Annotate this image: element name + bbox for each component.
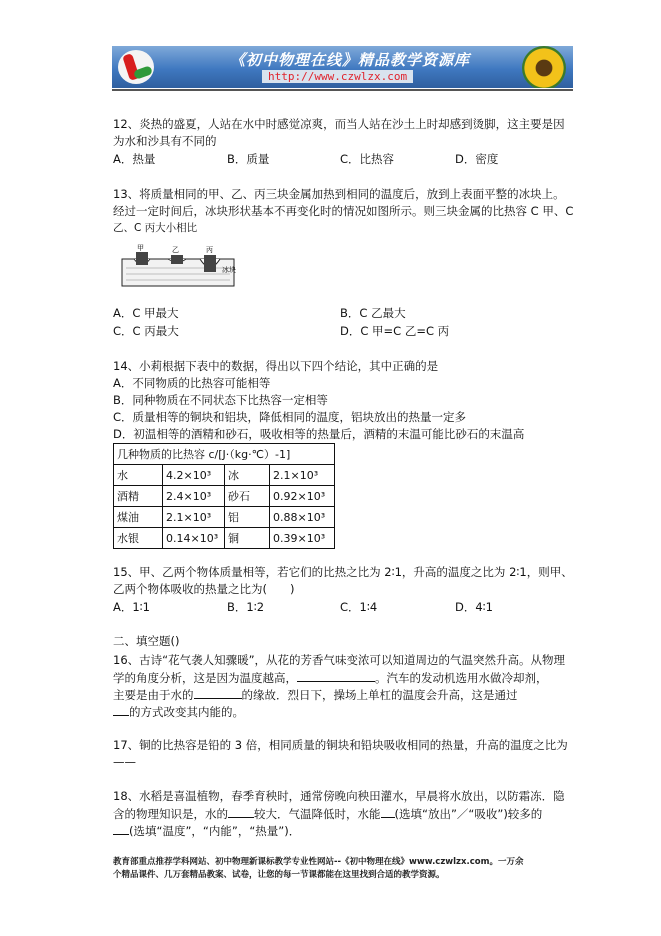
q16-blank-1[interactable] [297,670,375,682]
q15-stem-line1: 15、甲、乙两个物体质量相等，若它们的比热之比为 2∶1，升高的温度之比为 2∶1，则甲、 [113,565,573,579]
q12-stem-line2: 为水和沙具有不同的 [113,134,217,148]
table-header-row [114,444,335,465]
label-bing: 丙 [206,246,213,254]
header-divider [112,89,573,91]
q16-line3-text-b: 的缘故．烈日下，操场上单杠的温度会升高，这是通过 [241,688,518,702]
table-cell: 水银 [114,528,163,549]
q15-option-d: D．4∶1 [455,600,493,614]
q14-option-a: A．不同物质的比热容可能相等 [113,376,271,390]
table-cell: 2.4×10³ [163,486,225,507]
table-cell: 酒精 [114,486,163,507]
q16-line4-text: 的方式改变其内能的。 [129,705,244,719]
footer-line2: 个精品课件、几万套精品教案、试卷，让您的每一节课都能在这里找到合适的教学资源。 [113,870,445,880]
q15-stem-line2: 乙两个物体吸收的热量之比为( ) [113,582,295,596]
q16-blank-3[interactable] [113,704,129,716]
q18-blank-3[interactable] [113,823,129,835]
q18-blank-1[interactable] [228,806,254,818]
banner-title: 《初中物理在线》精品教学资源库 [230,51,471,69]
table-row [114,528,335,549]
q18-line2-text-b: 较大．气温降低时，水能 [254,807,381,821]
footer-line1: 教育部重点推荐学科网站、初中物理新课标教学专业性网站--《初中物理在线》www.czwlzx.com。一万余 [113,857,524,867]
header-banner [112,46,573,88]
table-cell: 2.1×10³ [270,465,335,486]
q16-line4 [113,704,244,719]
q15-option-a: A．1∶1 [113,600,150,614]
banner-url[interactable]: http://www.czwlzx.com [262,70,413,83]
q14-option-c: C．质量相等的铜块和铝块，降低相同的温度，铝块放出的热量一定多 [113,410,467,424]
q16-line1: 16、古诗“花气袭人知骤暖”，从花的芳香气味变浓可以知道周边的气温突然升高。从物理 [113,653,566,667]
q16-line3 [113,687,518,702]
q17-blank[interactable]: —— [113,755,136,769]
table-cell: 0.88×10³ [270,507,335,528]
table-cell: 0.39×10³ [270,528,335,549]
table-cell: 煤油 [114,507,163,528]
table-cell: 冰 [225,465,270,486]
table-cell: 铝 [225,507,270,528]
q18-line3 [113,823,300,838]
sunflower-icon [522,46,566,88]
q13-stem-line3: 乙、C 丙大小相比 [113,222,198,234]
q15-option-c: C．1∶4 [340,600,378,614]
table-cell: 4.2×10³ [163,465,225,486]
q15-option-b: B．1∶2 [227,600,265,614]
table-cell: 水 [114,465,163,486]
q16-line2 [113,670,548,685]
q18-blank-2[interactable] [381,806,395,818]
q13-option-d: D．C 甲=C 乙=C 丙 [340,324,450,338]
q12-stem-line1: 12、炎热的盛夏，人站在水中时感觉凉爽，而当人站在沙土上时却感到烫脚，这主要是因 [113,117,565,131]
q13-stem-line2: 经过一定时间后，冰块形状基本不再变化时的情况如图所示。则三块金属的比热容 C 甲、C [113,204,574,218]
table-cell: 砂石 [225,486,270,507]
q13-option-c: C．C 丙最大 [113,324,179,338]
q13-option-b: B．C 乙最大 [340,306,406,320]
q12-option-a: A．热量 [113,152,156,166]
specific-heat-table [113,443,335,549]
table-cell: 铜 [225,528,270,549]
q12-option-d: D．密度 [455,152,499,166]
table-header: 几种物质的比热容 c/[J·（kg·℃）-1] [114,444,335,465]
q16-blank-2[interactable] [194,687,242,699]
table-row [114,465,335,486]
label-jia: 甲 [137,244,144,252]
q14-stem: 14、小莉根据下表中的数据，得出以下四个结论，其中正确的是 [113,359,439,373]
q13-stem-line1: 13、将质量相同的甲、乙、丙三块金属加热到相同的温度后，放到上表面平整的冰块上。 [113,187,565,201]
label-ice: 冰块 [222,266,236,274]
table-row [114,507,335,528]
q14-option-d: D．初温相等的酒精和砂石，吸收相等的热量后，酒精的末温可能比砂石的末温高 [113,427,525,441]
q18-line2-text-c: (选填“放出”／“吸收”)较多的 [394,807,543,821]
q18-line3-text: (选填“温度”，“内能”，“热量”)． [129,824,301,838]
table-cell: 2.1×10³ [163,507,225,528]
table-cell: 0.14×10³ [163,528,225,549]
ice-block-diagram [120,243,245,288]
label-yi: 乙 [172,246,179,254]
section-title: 二、填空题() [113,634,180,648]
q14-option-b: B．同种物质在不同状态下比热容一定相等 [113,393,328,407]
q17-line1: 17、铜的比热容是铅的 3 倍，相同质量的铜块和铅块吸收相同的热量，升高的温度之比为 [113,738,568,752]
q16-line3-text-a: 主要是由于水的 [113,688,194,702]
table-row [114,486,335,507]
q18-line1: 18、水稻是喜温植物，春季育秧时，通常傍晚向秧田灌水，早晨将水放出，以防霜冻．隐 [113,789,565,803]
q16-line2-text-b: 。汽车的发动机选用水做冷却剂， [375,671,548,685]
q16-line2-text-a: 学的角度分析，这是因为温度越高， [113,671,297,685]
q13-option-a: A．C 甲最大 [113,306,179,320]
metal-block-bing [204,255,216,272]
table-cell: 0.92×10³ [270,486,335,507]
q12-option-c: C．比热容 [340,152,395,166]
metal-block-yi [171,255,183,264]
metal-block-jia [136,252,148,265]
q18-line2 [113,806,542,821]
q12-option-b: B．质量 [227,152,270,166]
q18-line2-text-a: 含的物理知识是，水的 [113,807,228,821]
